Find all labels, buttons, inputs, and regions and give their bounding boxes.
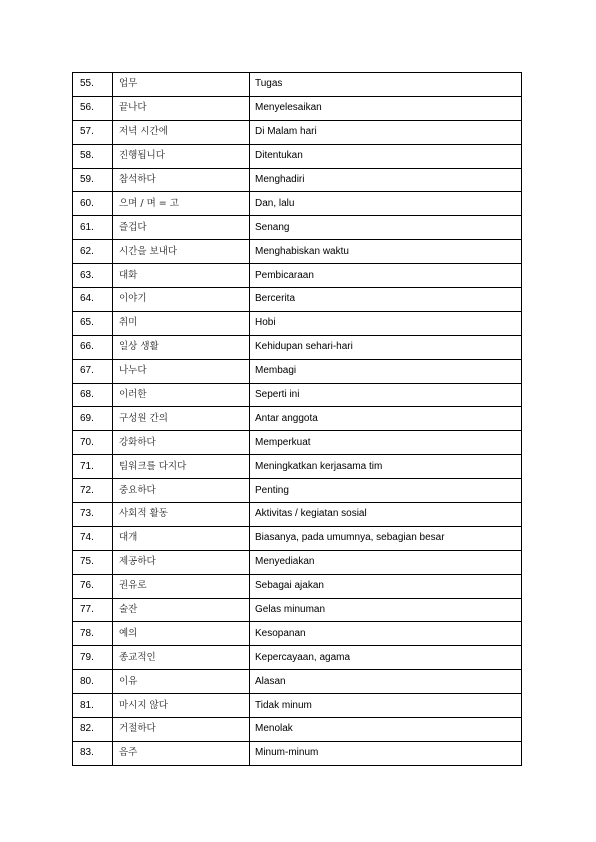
indonesian-translation: Dan, lalu <box>250 192 522 216</box>
korean-term: 이유 <box>113 670 250 694</box>
indonesian-translation: Seperti ini <box>250 383 522 407</box>
row-number: 66. <box>73 335 113 359</box>
table-row <box>73 598 522 622</box>
korean-term: 술잔 <box>113 598 250 622</box>
indonesian-translation: Gelas minuman <box>250 598 522 622</box>
indonesian-translation: Aktivitas / kegiatan sosial <box>250 503 522 527</box>
indonesian-translation: Membagi <box>250 359 522 383</box>
korean-term: 끝나다 <box>113 96 250 120</box>
korean-term: 나누다 <box>113 359 250 383</box>
row-number: 71. <box>73 455 113 479</box>
table-row <box>73 694 522 718</box>
korean-term: 음주 <box>113 741 250 765</box>
indonesian-translation: Menghadiri <box>250 168 522 192</box>
row-number: 56. <box>73 96 113 120</box>
vocabulary-table <box>72 72 522 766</box>
row-number: 76. <box>73 574 113 598</box>
table-row <box>73 144 522 168</box>
indonesian-translation: Bercerita <box>250 288 522 312</box>
table-row <box>73 288 522 312</box>
korean-term: 중요하다 <box>113 479 250 503</box>
row-number: 74. <box>73 526 113 550</box>
korean-term: 이러한 <box>113 383 250 407</box>
table-row <box>73 359 522 383</box>
korean-term: 대화 <box>113 264 250 288</box>
indonesian-translation: Antar anggota <box>250 407 522 431</box>
korean-term: 이야기 <box>113 288 250 312</box>
indonesian-translation: Minum-minum <box>250 741 522 765</box>
table-row <box>73 311 522 335</box>
row-number: 60. <box>73 192 113 216</box>
indonesian-translation: Sebagai ajakan <box>250 574 522 598</box>
row-number: 81. <box>73 694 113 718</box>
indonesian-translation: Kehidupan sehari-hari <box>250 335 522 359</box>
indonesian-translation: Ditentukan <box>250 144 522 168</box>
row-number: 73. <box>73 503 113 527</box>
row-number: 78. <box>73 622 113 646</box>
table-row <box>73 120 522 144</box>
table-row <box>73 670 522 694</box>
korean-term: 예의 <box>113 622 250 646</box>
korean-term: 참석하다 <box>113 168 250 192</box>
korean-term: 으며 / 며 = 고 <box>113 192 250 216</box>
indonesian-translation: Di Malam hari <box>250 120 522 144</box>
row-number: 62. <box>73 240 113 264</box>
row-number: 67. <box>73 359 113 383</box>
korean-term: 저녁 시간에 <box>113 120 250 144</box>
table-row <box>73 455 522 479</box>
row-number: 82. <box>73 718 113 742</box>
row-number: 61. <box>73 216 113 240</box>
table-row <box>73 216 522 240</box>
indonesian-translation: Meningkatkan kerjasama tim <box>250 455 522 479</box>
table-row <box>73 407 522 431</box>
table-row <box>73 335 522 359</box>
korean-term: 시간을 보내다 <box>113 240 250 264</box>
korean-term: 강화하다 <box>113 431 250 455</box>
row-number: 64. <box>73 288 113 312</box>
korean-term: 취미 <box>113 311 250 335</box>
row-number: 65. <box>73 311 113 335</box>
row-number: 72. <box>73 479 113 503</box>
table-row <box>73 574 522 598</box>
table-row <box>73 622 522 646</box>
table-row <box>73 550 522 574</box>
row-number: 69. <box>73 407 113 431</box>
table-row <box>73 526 522 550</box>
indonesian-translation: Tugas <box>250 73 522 97</box>
table-row <box>73 718 522 742</box>
indonesian-translation: Kesopanan <box>250 622 522 646</box>
table-row <box>73 73 522 97</box>
table-row <box>73 96 522 120</box>
korean-term: 진행됩니다 <box>113 144 250 168</box>
indonesian-translation: Memperkuat <box>250 431 522 455</box>
korean-term: 마시지 않다 <box>113 694 250 718</box>
indonesian-translation: Menyelesaikan <box>250 96 522 120</box>
indonesian-translation: Tidak minum <box>250 694 522 718</box>
row-number: 68. <box>73 383 113 407</box>
korean-term: 일상 생활 <box>113 335 250 359</box>
indonesian-translation: Pembicaraan <box>250 264 522 288</box>
table-row <box>73 646 522 670</box>
row-number: 70. <box>73 431 113 455</box>
table-row <box>73 383 522 407</box>
table-row <box>73 503 522 527</box>
table-row <box>73 264 522 288</box>
row-number: 58. <box>73 144 113 168</box>
table-row <box>73 168 522 192</box>
indonesian-translation: Penting <box>250 479 522 503</box>
indonesian-translation: Menghabiskan waktu <box>250 240 522 264</box>
indonesian-translation: Biasanya, pada umumnya, sebagian besar <box>250 526 522 550</box>
indonesian-translation: Hobi <box>250 311 522 335</box>
indonesian-translation: Menolak <box>250 718 522 742</box>
korean-term: 권유로 <box>113 574 250 598</box>
indonesian-translation: Menyediakan <box>250 550 522 574</box>
korean-term: 구성원 간의 <box>113 407 250 431</box>
row-number: 77. <box>73 598 113 622</box>
korean-term: 팀워크를 다지다 <box>113 455 250 479</box>
korean-term: 대개 <box>113 526 250 550</box>
table-row <box>73 479 522 503</box>
table-row <box>73 741 522 765</box>
row-number: 57. <box>73 120 113 144</box>
table-row <box>73 431 522 455</box>
korean-term: 거절하다 <box>113 718 250 742</box>
indonesian-translation: Senang <box>250 216 522 240</box>
indonesian-translation: Alasan <box>250 670 522 694</box>
table-row <box>73 240 522 264</box>
row-number: 75. <box>73 550 113 574</box>
korean-term: 사회적 활동 <box>113 503 250 527</box>
row-number: 80. <box>73 670 113 694</box>
indonesian-translation: Kepercayaan, agama <box>250 646 522 670</box>
vocabulary-table-body <box>73 73 522 766</box>
row-number: 63. <box>73 264 113 288</box>
row-number: 79. <box>73 646 113 670</box>
row-number: 55. <box>73 73 113 97</box>
row-number: 59. <box>73 168 113 192</box>
korean-term: 제공하다 <box>113 550 250 574</box>
korean-term: 즐겁다 <box>113 216 250 240</box>
korean-term: 업무 <box>113 73 250 97</box>
row-number: 83. <box>73 741 113 765</box>
korean-term: 종교적인 <box>113 646 250 670</box>
table-row <box>73 192 522 216</box>
